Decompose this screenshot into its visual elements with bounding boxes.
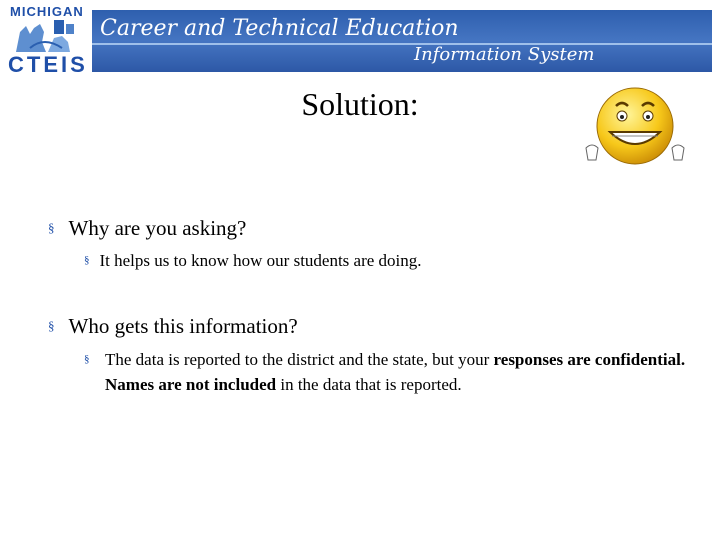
bullet-text: Why are you asking? [68, 216, 247, 240]
sub-bullet-text-emphasis: responses are confidential. Names are not included [105, 350, 686, 394]
bullet-marker: § [48, 318, 55, 333]
banner-title-line2: Information System [414, 44, 595, 65]
header-banner [0, 0, 720, 76]
sub-bullet-text: It helps us to know how our students are doing. [99, 251, 422, 270]
sub-bullet-marker: § [84, 254, 90, 266]
michigan-map-logo-icon [10, 18, 80, 54]
logo-cteis-text: CTEIS [8, 52, 88, 77]
bullet-why-asking [48, 216, 246, 241]
sub-bullet-helps-us [84, 251, 422, 271]
bullet-who-gets-info [48, 314, 298, 339]
logo-michigan-text: MICHIGAN [10, 4, 84, 19]
cteis-logo [0, 0, 92, 76]
sub-bullet-data-reported [84, 347, 694, 397]
sub-bullet-marker: § [84, 353, 90, 365]
grinning-smiley-icon [582, 86, 688, 170]
bullet-text: Who gets this information? [68, 314, 298, 338]
slide-title: Solution: [301, 86, 419, 122]
bullet-marker: § [48, 220, 55, 235]
banner-title-line1: Career and Technical Education [100, 16, 459, 41]
sub-bullet-text-part1: The data is reported to the district and the state, but your [105, 350, 494, 369]
sub-bullet-text [84, 347, 694, 397]
banner-divider [92, 43, 712, 45]
banner [92, 10, 712, 72]
sub-bullet-text-part3: in the data that is reported. [276, 375, 462, 394]
